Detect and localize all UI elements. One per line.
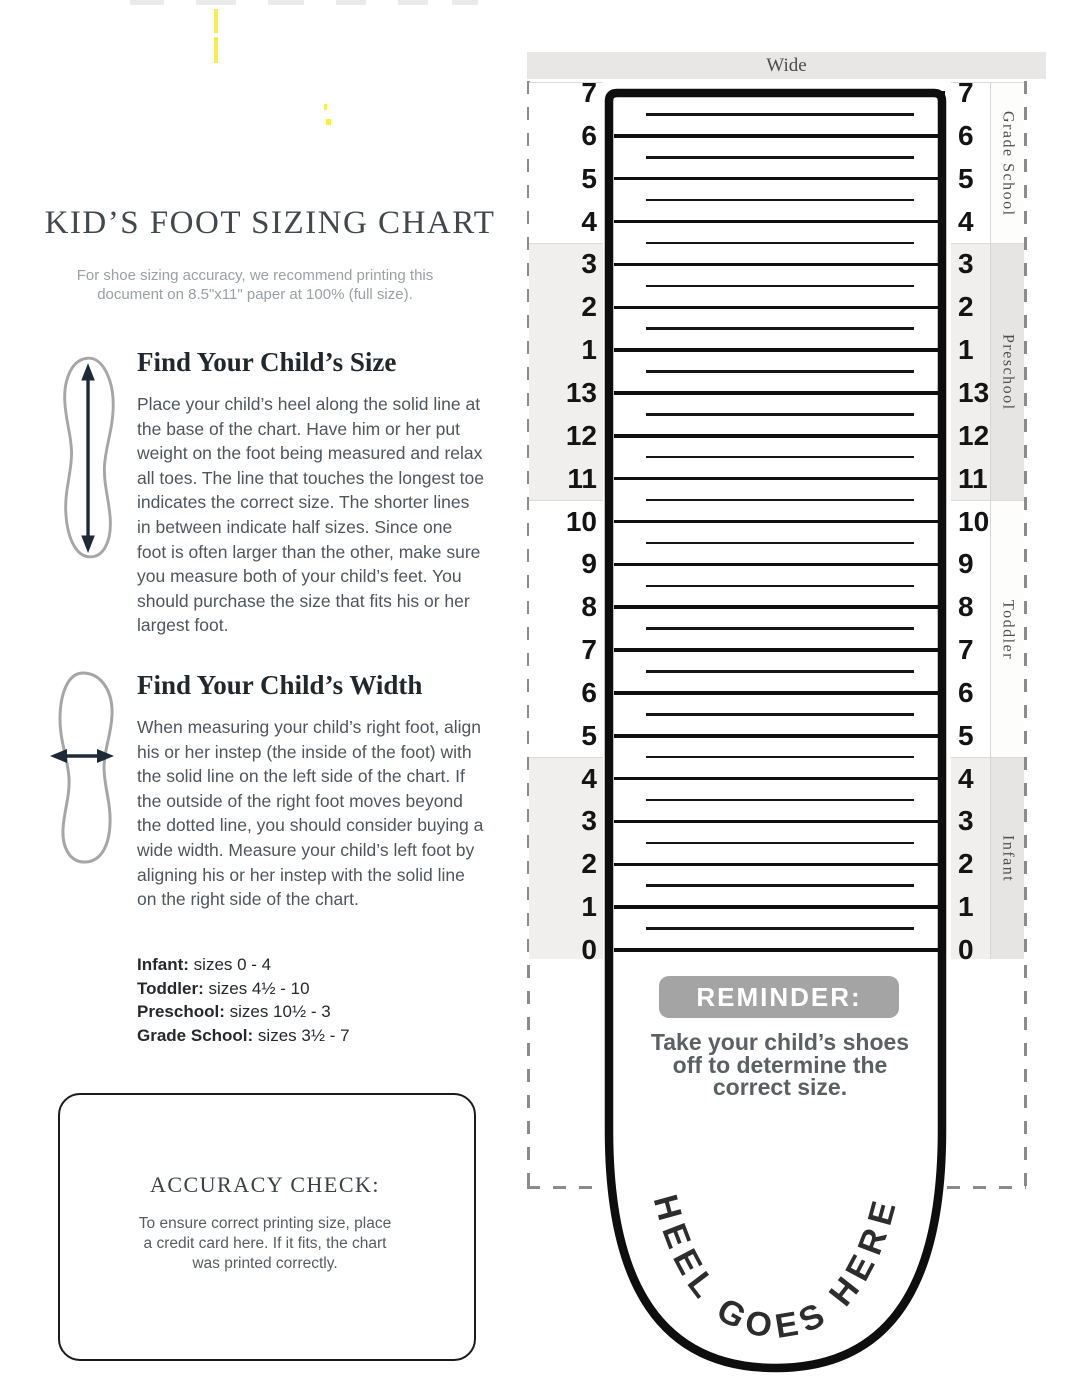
category-label: Infant (999, 834, 1017, 883)
whole-size-line (614, 691, 945, 695)
reminder-text (649, 1031, 911, 1099)
size-label-right: 3 (958, 805, 974, 837)
whole-size-line (614, 734, 945, 738)
size-label-right: 7 (958, 77, 974, 108)
size-label-right: 2 (958, 291, 974, 323)
half-size-line (646, 842, 914, 845)
wide-label: Wide (766, 54, 807, 76)
size-label-left: 9 (581, 548, 597, 580)
size-label-left: 1 (581, 891, 597, 923)
range-infant-value: sizes 0 - 4 (188, 955, 272, 974)
whole-size-line (614, 905, 945, 909)
size-label-left: 2 (581, 848, 597, 880)
size-label-left: 0 (581, 934, 597, 965)
size-label-right: 1 (958, 334, 974, 366)
wide-boundary-dashed-right (1024, 81, 1027, 1187)
size-label-left: 7 (581, 634, 597, 666)
whole-size-line (614, 777, 945, 781)
yellow-highlight-mark (214, 37, 218, 63)
size-ranges-list (137, 953, 350, 1047)
wide-boundary-dashed-bottom-left (527, 1186, 605, 1189)
size-label-right: 10 (958, 505, 990, 537)
reminder-badge-label: REMINDER: (696, 981, 862, 1012)
whole-size-line (614, 948, 945, 952)
size-label-right: 4 (958, 205, 974, 237)
range-gradeschool (137, 1024, 350, 1048)
half-size-line (646, 113, 914, 116)
whole-size-line (614, 134, 945, 138)
whole-size-line (614, 563, 945, 567)
whole-size-line (614, 391, 945, 395)
yellow-highlight-mark (326, 119, 331, 125)
half-size-line (646, 670, 914, 673)
size-label-left: 8 (581, 591, 597, 623)
accuracy-line3: was printed correctly. (192, 1255, 338, 1272)
whole-size-line (614, 648, 945, 652)
range-toddler-value: sizes 4½ - 10 (203, 978, 310, 998)
whole-size-line (614, 306, 945, 310)
half-size-line (646, 799, 914, 802)
scan-smudge (336, 0, 366, 5)
range-gradeschool-value: sizes 3½ - 7 (253, 1025, 350, 1045)
page-title: KID’S FOOT SIZING CHART (44, 205, 496, 241)
size-label-right: 6 (958, 676, 974, 708)
size-label-right: 5 (958, 719, 974, 751)
accuracy-check-heading: ACCURACY CHECK: (149, 1172, 381, 1197)
range-infant-label: Infant: (137, 955, 189, 974)
half-size-line (646, 413, 914, 416)
whole-size-line (614, 820, 945, 824)
half-size-line (646, 242, 914, 245)
wide-width-band (527, 52, 1046, 79)
size-label-right: 4 (958, 762, 974, 794)
print-instructions (55, 266, 455, 304)
whole-size-line (614, 863, 945, 867)
size-label-left: 5 (581, 719, 597, 751)
half-size-line (646, 156, 914, 159)
half-size-line (646, 542, 914, 545)
find-size-body: Place your child’s heel along the solid line at the base of the chart. Have him or her put weight on the foot being measured and relax all toes. The line that touches the longest toe indicates the correct size. The shorter lines in between indicate half sizes. Since one foot is often larger than the other, make sure you measure both of your child’s feet. You should purchase the size that fits his or her largest foot. (137, 394, 484, 636)
range-infant (137, 953, 350, 977)
scan-smudge (398, 0, 428, 5)
range-preschool-value: sizes 10½ - 3 (224, 1002, 331, 1021)
size-label-left: 11 (567, 462, 597, 494)
whole-size-line (614, 177, 945, 181)
yellow-highlight-mark (214, 9, 218, 33)
accuracy-check-text (83, 1214, 447, 1274)
whole-size-line (614, 477, 945, 481)
half-size-line (646, 370, 914, 373)
size-label-left: 4 (581, 205, 597, 237)
wide-boundary-dashed-bottom-right (947, 1186, 1026, 1189)
size-label-right: 7 (958, 634, 974, 666)
size-label-left: 12 (565, 419, 597, 451)
scan-smudge (268, 0, 304, 5)
whole-size-line (614, 434, 945, 438)
size-label-left: 6 (581, 676, 597, 708)
yellow-highlight-mark (324, 104, 327, 110)
range-toddler (137, 977, 350, 1001)
find-size-heading: Find Your Child’s Size (137, 347, 397, 377)
accuracy-line2: a credit card here. If it fits, the chart (143, 1235, 387, 1252)
half-size-line (646, 627, 914, 630)
range-toddler-label: Toddler: (137, 978, 204, 998)
size-label-left: 3 (581, 248, 597, 280)
half-size-line (646, 756, 914, 759)
range-preschool-label: Preschool: (137, 1002, 225, 1021)
size-label-right: 3 (958, 248, 974, 280)
print-instructions-line1: For shoe sizing accuracy, we recommend printing this (76, 267, 434, 284)
size-label-right: 9 (958, 548, 974, 580)
size-label-right: 1 (958, 891, 974, 923)
find-width-heading: Find Your Child’s Width (137, 670, 423, 700)
half-size-line (646, 927, 914, 930)
size-label-left: 10 (565, 505, 597, 537)
range-gradeschool-label: Grade School: (137, 1025, 254, 1045)
heel-goes-here-text (646, 1191, 906, 1347)
half-size-line (646, 585, 914, 588)
reminder-line2: off to determine the (672, 1051, 888, 1078)
size-label-left: 6 (581, 119, 597, 151)
find-width-body: When measuring your child’s right foot, align his or her instep (the inside of the foot) with the solid line on the left side of the chart. If the outside of the right foot moves beyond the dotted line, you should consider buying a wide width. Measure your child’s left foot by aligning his or her instep with the solid line on the right side of the chart. (137, 717, 484, 910)
whole-size-line (614, 348, 945, 352)
half-size-line (646, 499, 914, 502)
scan-smudge (452, 0, 478, 5)
range-preschool (137, 1000, 350, 1024)
size-label-right: 0 (958, 934, 974, 965)
accuracy-line1: To ensure correct printing size, place (138, 1215, 392, 1232)
size-label-left: 1 (581, 334, 597, 366)
whole-size-line (614, 91, 945, 95)
whole-size-line (614, 263, 945, 267)
size-label-right: 11 (958, 462, 988, 494)
size-label-right: 5 (958, 162, 974, 194)
half-size-line (646, 456, 914, 459)
size-label-right: 8 (958, 591, 974, 623)
heel-goes-here-label: HEEL GOES HERE (645, 1190, 906, 1347)
scan-smudge (196, 0, 236, 5)
size-label-left: 7 (581, 77, 597, 108)
whole-size-line (614, 220, 945, 224)
size-label-left: 13 (565, 376, 597, 408)
foot-length-icon (58, 352, 120, 564)
print-instructions-line2: document on 8.5"x11" paper at 100% (full size). (97, 286, 413, 303)
category-label: Preschool (999, 334, 1017, 411)
whole-size-line (614, 520, 945, 524)
size-label-right: 6 (958, 119, 974, 151)
whole-size-line (614, 605, 945, 609)
size-label-left: 5 (581, 162, 597, 194)
size-label-right: 13 (958, 376, 990, 408)
size-label-left: 2 (581, 291, 597, 323)
size-label-right: 12 (958, 419, 990, 451)
reminder-badge (659, 976, 899, 1018)
scan-smudge (130, 0, 164, 5)
half-size-line (646, 327, 914, 330)
category-label: Grade School (999, 110, 1017, 217)
size-label-right: 2 (958, 848, 974, 880)
foot-chart-outline (601, 85, 950, 1375)
half-size-line (646, 713, 914, 716)
reminder-line1: Take your child’s shoes (650, 1029, 910, 1055)
half-size-line (646, 199, 914, 202)
reminder-line3: correct size. (712, 1074, 848, 1100)
category-label: Toddler (999, 599, 1017, 660)
foot-width-icon (44, 668, 120, 866)
size-label-left: 4 (581, 762, 597, 794)
size-label-left: 3 (581, 805, 597, 837)
half-size-line (646, 884, 914, 887)
half-size-line (646, 285, 914, 288)
